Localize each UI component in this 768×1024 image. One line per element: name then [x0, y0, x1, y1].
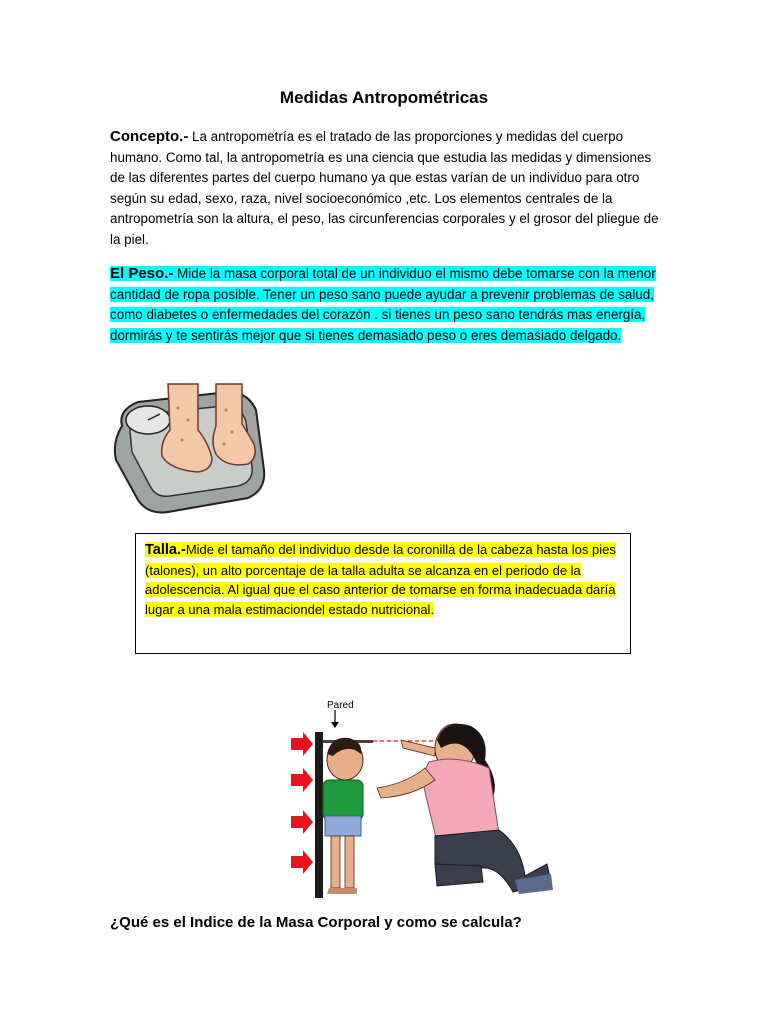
talla-box	[135, 533, 631, 654]
concepto-paragraph	[110, 127, 660, 251]
height-measurement-illustration	[285, 696, 557, 900]
arrow-markers	[291, 732, 313, 874]
talla-text: Mide el tamaño del individuo desde la coronilla de la cabeza hasta los pies (talones), un alto porcentaje de la talla adulta se alcanza en el periodo de la adolescencia. Al igual que el caso anterior de tomarse en forma inadecuada daría lugar a una mala estimaciondel estado nutricional.	[145, 542, 616, 617]
peso-text: Mide la masa corporal total de un individuo el mismo debe tomarse con la menor cantidad de ropa posible. Tener un peso sano puede ayudar a prevenir problemas de salud, como diabetes o enfermedades del corazón . si tienes un peso sano tendrás mas energía, dormirás y te sentirás mejor que si tienes demasiado peso o eres demasiado delgado.	[110, 266, 656, 343]
talla-paragraph	[145, 540, 623, 619]
bmi-question-heading: ¿Qué es el Indice de la Masa Corporal y como se calcula?	[110, 914, 522, 931]
page-title: Medidas Antropométricas	[279, 88, 489, 107]
peso-label: El Peso.-	[110, 265, 174, 282]
concepto-text: La antropometría es el tratado de las proporciones y medidas del cuerpo humano. Como tal, la antropometría es una ciencia que estudia las medidas y dimensiones de las diferentes partes del cuerpo humano ya que estas varían de un individuo para otro según su edad, sexo, raza, nivel socioeconómico ,etc. Los elementos centrales de la antropometría son la altura, el peso, las circunferencias corporales y el grosor del pliegue de la piel.	[110, 129, 659, 247]
peso-paragraph	[110, 264, 660, 346]
pared-label: Pared	[327, 700, 354, 711]
talla-label: Talla.-	[145, 542, 186, 558]
concepto-label: Concepto.-	[110, 128, 189, 145]
scale-feet-illustration	[108, 380, 270, 520]
